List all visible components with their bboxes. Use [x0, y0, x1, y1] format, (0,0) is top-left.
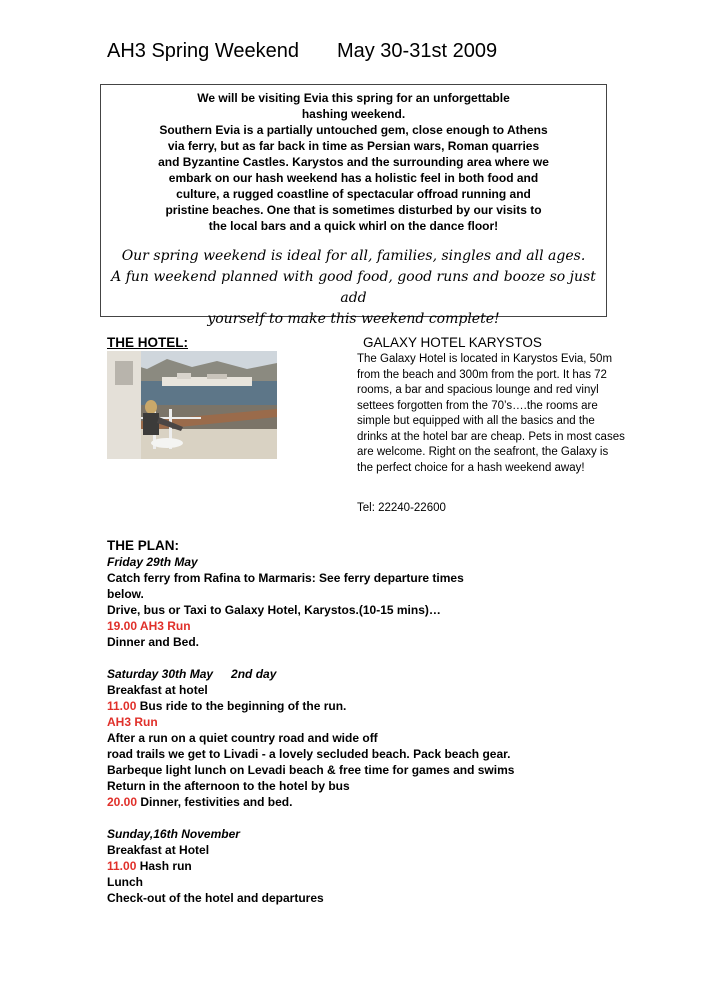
intro-line: embark on our hash weekend has a holistic feel in both food and — [168, 171, 539, 185]
event-date: May 30-31st 2009 — [336, 40, 498, 62]
hotel-name: GALAXY HOTEL KARYSTOS — [363, 335, 542, 350]
hotel-section-label: THE HOTEL: — [107, 335, 188, 350]
intro-line: hashing weekend. — [301, 107, 406, 121]
page-title — [107, 40, 497, 63]
saturday-run-label: AH3 Run — [107, 715, 158, 729]
plan-section — [107, 538, 667, 906]
saturday-second-day: 2nd day — [231, 667, 277, 681]
sunday-line: Lunch — [107, 875, 143, 889]
saturday-line — [107, 794, 667, 810]
saturday-time: 11.00 — [107, 699, 137, 713]
saturday-date: Saturday 30th May — [107, 667, 214, 681]
plan-heading: THE PLAN: — [107, 538, 179, 553]
intro-box — [100, 84, 607, 327]
sunday-line: Breakfast at Hotel — [107, 843, 210, 857]
friday-line: below. — [107, 587, 144, 601]
saturday-time: 20.00 — [107, 795, 138, 809]
sunday-time: 11.00 — [107, 859, 137, 873]
saturday-activity: Bus ride to the beginning of the run. — [139, 699, 347, 713]
event-title: AH3 Spring Weekend — [107, 40, 299, 62]
sunday-day-heading: Sunday,16th November — [107, 827, 240, 841]
intro-text — [101, 90, 606, 234]
tagline-line: yourself to make this weekend complete! — [207, 311, 500, 327]
intro-line: the local bars and a quick whirl on the dance floor! — [208, 219, 499, 233]
intro-line: via ferry, but as far back in time as Persian wars, Roman quarries — [167, 139, 540, 153]
saturday-line: Barbeque light lunch on Levadi beach & free time for games and swims — [107, 763, 515, 777]
intro-line: pristine beaches. One that is sometimes disturbed by our visits to — [165, 203, 542, 217]
sunday-line: Check-out of the hotel and departures — [107, 891, 324, 905]
saturday-line: Breakfast at hotel — [107, 683, 208, 697]
intro-line: We will be visiting Evia this spring for an unforgettable — [197, 91, 510, 105]
friday-line: Catch ferry from Rafina to Marmaris: See ferry departure times — [107, 571, 464, 585]
intro-line: and Byzantine Castles. Karystos and the surrounding area where we — [158, 155, 549, 169]
tagline-line: A fun weekend planned with good food, good runs and booze so just add — [111, 269, 596, 306]
saturday-day-heading — [107, 666, 667, 682]
saturday-line: road trails we get to Livadi - a lovely secluded beach. Pack beach gear. — [107, 747, 511, 761]
hotel-photo — [107, 351, 277, 459]
sunday-line — [107, 858, 667, 874]
friday-line: Dinner and Bed. — [107, 635, 200, 649]
saturday-activity: Dinner, festivities and bed. — [140, 795, 293, 809]
saturday-line — [107, 698, 667, 714]
friday-line: Drive, bus or Taxi to Galaxy Hotel, Karystos.(10-15 mins)… — [107, 603, 441, 617]
sunday-activity: Hash run — [139, 859, 192, 873]
tagline-line: Our spring weekend is ideal for all, families, singles and all ages. — [121, 248, 586, 264]
hotel-description: The Galaxy Hotel is located in Karystos Evia, 50m from the beach and 300m from the port. It has 72 rooms, a bar and spacious lounge and red vinyl settees forgotten from the 70’s….the rooms are simple but equipped with all the basics and the drinks at the hotel bar are cheap. Pets in most cases are welcome. Right on the seafront, the Galaxy is the perfect choice for a hash weekend away! — [357, 353, 625, 474]
intro-line: culture, a rugged coastline of spectacular offroad running and — [176, 187, 531, 201]
friday-day-heading: Friday 29th May — [107, 555, 198, 569]
saturday-line: Return in the afternoon to the hotel by bus — [107, 779, 350, 793]
intro-tagline — [101, 246, 606, 330]
intro-line: Southern Evia is a partially untouched gem, close enough to Athens — [159, 123, 548, 137]
friday-run-time: 19.00 AH3 Run — [107, 619, 191, 633]
hotel-telephone: Tel: 22240-22600 — [357, 502, 446, 514]
saturday-line: After a run on a quiet country road and wide off — [107, 731, 378, 745]
